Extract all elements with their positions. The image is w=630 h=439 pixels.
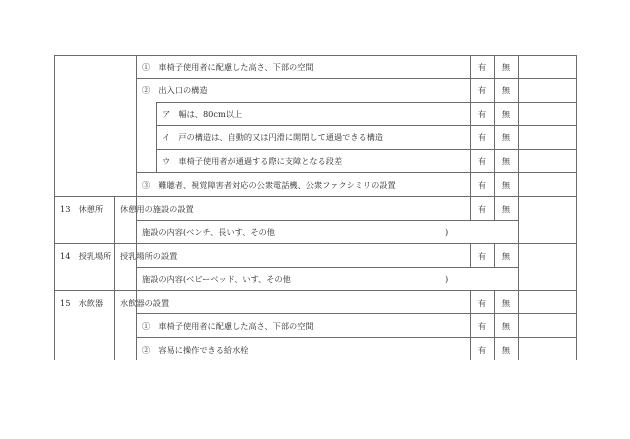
yes-option[interactable]: 有 [477,345,487,355]
section-label-rest-area: 13 休憩所 [60,204,104,214]
row-divider [136,337,576,338]
no-option[interactable]: 無 [501,62,511,72]
facility-details-field[interactable]: 施設の内容(ベンチ、長いす、その他 [142,227,275,237]
item-label: 授乳場所の設置 [120,251,178,261]
yes-option[interactable]: 有 [477,180,487,190]
no-option[interactable]: 無 [501,251,511,261]
no-option[interactable]: 無 [501,298,511,308]
item-label: ② 容易に操作できる給水栓 [142,345,249,355]
row-divider [54,55,576,56]
row-divider [136,220,518,221]
yes-option[interactable]: 有 [477,85,487,95]
no-option[interactable]: 無 [501,109,511,119]
no-option[interactable]: 無 [501,345,511,355]
yes-option[interactable]: 有 [477,204,487,214]
row-divider [156,149,576,150]
column-divider [114,196,115,360]
facility-details-field[interactable]: 施設の内容(ベビーベッド、いす、その他 [142,274,291,284]
item-label: 水飲器の設置 [120,298,170,308]
no-option[interactable]: 無 [501,85,511,95]
row-divider [156,125,576,126]
yes-option[interactable]: 有 [477,251,487,261]
item-label: ① 車椅子使用者に配慮した高さ、下部の空間 [142,321,314,331]
row-divider [54,196,576,197]
no-option[interactable]: 無 [501,321,511,331]
row-divider [54,243,576,244]
column-divider [576,55,577,360]
no-option[interactable]: 無 [501,132,511,142]
closing-paren: ) [445,227,449,237]
section-label-nursing-room: 14 授乳場所 [60,251,112,261]
row-divider [156,102,576,103]
yes-option[interactable]: 有 [477,109,487,119]
yes-option[interactable]: 有 [477,321,487,331]
row-divider [136,313,576,314]
yes-option[interactable]: 有 [477,132,487,142]
row-divider [54,290,576,291]
yes-option[interactable]: 有 [477,156,487,166]
no-option[interactable]: 無 [501,180,511,190]
yes-option[interactable]: 有 [477,62,487,72]
item-label: ウ 車椅子使用者が通過する際に支障となる段差 [162,156,343,166]
no-option[interactable]: 無 [501,156,511,166]
no-option[interactable]: 無 [501,204,511,214]
column-divider [518,55,519,360]
yes-option[interactable]: 有 [477,298,487,308]
item-label: ア 幅は、80cm以上 [162,109,243,119]
item-label: ③ 難聴者、視覚障害者対応の公衆電話機、公衆ファクシミリの設置 [142,180,396,190]
row-divider [136,267,518,268]
column-divider [156,102,157,172]
column-divider [54,55,55,360]
row-divider [136,78,576,79]
item-label: ② 出入口の構造 [142,85,208,95]
item-label: ① 車椅子使用者に配慮した高さ、下部の空間 [142,62,314,72]
row-divider [136,172,576,173]
section-label-drinking-fountain: 15 水飲器 [60,298,104,308]
item-label: イ 戸の構造は、自動的又は円滑に開閉して通過できる構造 [162,132,384,142]
item-label: 休憩用の施設の設置 [120,204,194,214]
closing-paren: ) [445,274,449,284]
